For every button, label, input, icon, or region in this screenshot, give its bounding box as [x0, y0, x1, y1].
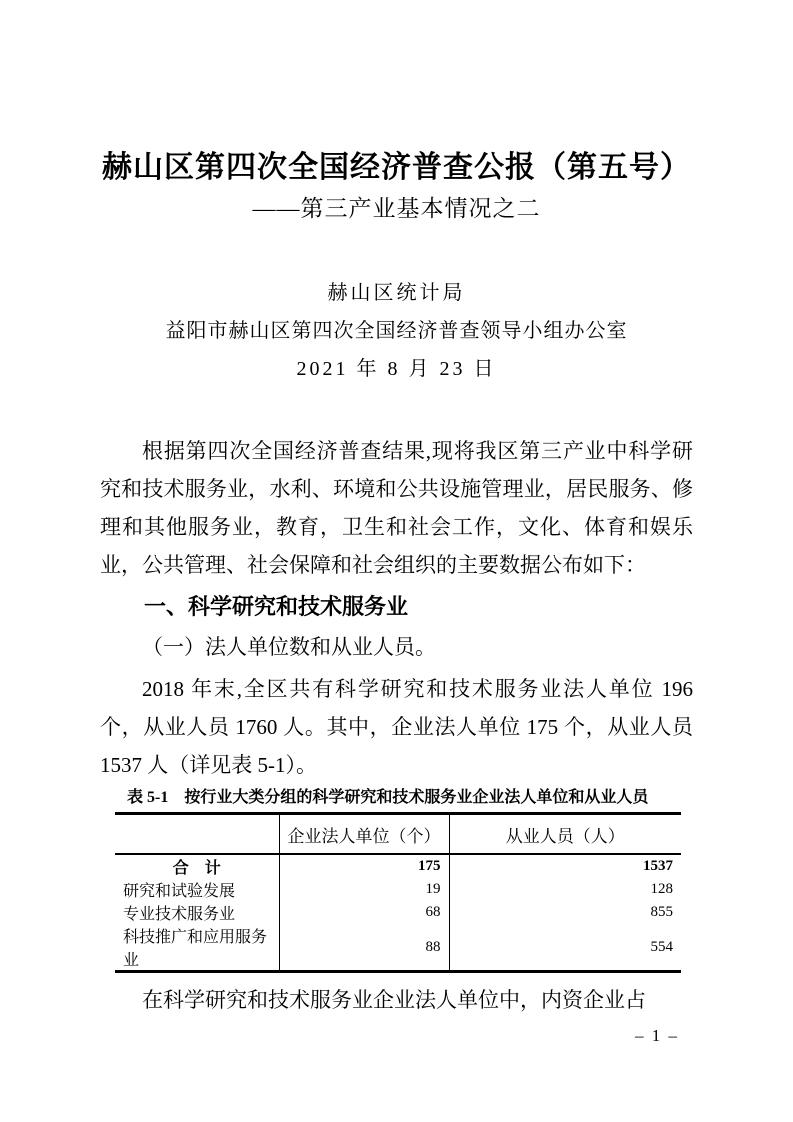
row-label: 研究和试验发展 — [123, 883, 236, 900]
document-subtitle: ——第三产业基本情况之二 — [252, 196, 541, 221]
row-employees-value: 554 — [650, 938, 673, 955]
row-units-value: 175 — [279, 854, 449, 878]
row-label: 合 计 — [172, 860, 221, 877]
header-legal-units: 企业法人单位（个） — [279, 814, 449, 855]
statistics-table — [115, 812, 681, 973]
issuer-office: 益阳市赫山区第四次全国经济普查领导小组办公室 — [165, 320, 628, 342]
intro-paragraph: 根据第四次全国经济普查结果,现将我区第三产业中科学研究和技术服务业，水利、环境和公共设施管理业，居民服务、修理和其他服务业，教育，卫生和社会工作，文化、体育和娱乐业，公共管理、社会保障和社会组织的主要数据公布如下： — [100, 439, 693, 577]
row-label: 科技推广和应用服务业 — [123, 929, 268, 969]
row-employees-value: 1537 — [643, 858, 673, 874]
table-header-row — [115, 814, 681, 855]
row-units-value: 88 — [279, 924, 449, 972]
table-row — [115, 901, 681, 924]
issuer-block — [100, 274, 693, 388]
units-paragraph: 2018 年末,全区共有科学研究和技术服务业法人单位 196 个，从业人员 1760 人。其中，企业法人单位 175 个，从业人员 1537 人（详见表 5-1）。 — [100, 677, 693, 777]
section-subheading-1: （一）法人单位数和从业人员。 — [142, 635, 436, 659]
row-units-value: 19 — [279, 878, 449, 901]
page-number: – 1 – — [635, 1026, 679, 1045]
header-employees: 从业人员（人） — [449, 814, 681, 855]
table-row — [115, 854, 681, 878]
table-row — [115, 878, 681, 901]
closing-paragraph: 在科学研究和技术服务业企业法人单位中，内资企业占 — [142, 988, 646, 1012]
section-heading-1: 一、科学研究和技术服务业 — [144, 594, 409, 619]
row-label: 专业技术服务业 — [123, 906, 236, 923]
publish-date: 2021 年 8 月 23 日 — [296, 358, 497, 380]
header-category — [115, 814, 279, 855]
table-row — [115, 924, 681, 972]
table-caption: 表 5-1 按行业大类分组的科学研究和技术服务业企业法人单位和从业人员 — [127, 789, 649, 806]
document-title: 赫山区第四次全国经济普查公报（第五号） — [102, 151, 691, 184]
row-employees-value: 128 — [650, 881, 673, 897]
issuer-bureau: 赫山区统计局 — [327, 282, 466, 304]
row-units-value: 68 — [279, 901, 449, 924]
row-employees-value: 855 — [650, 904, 673, 920]
